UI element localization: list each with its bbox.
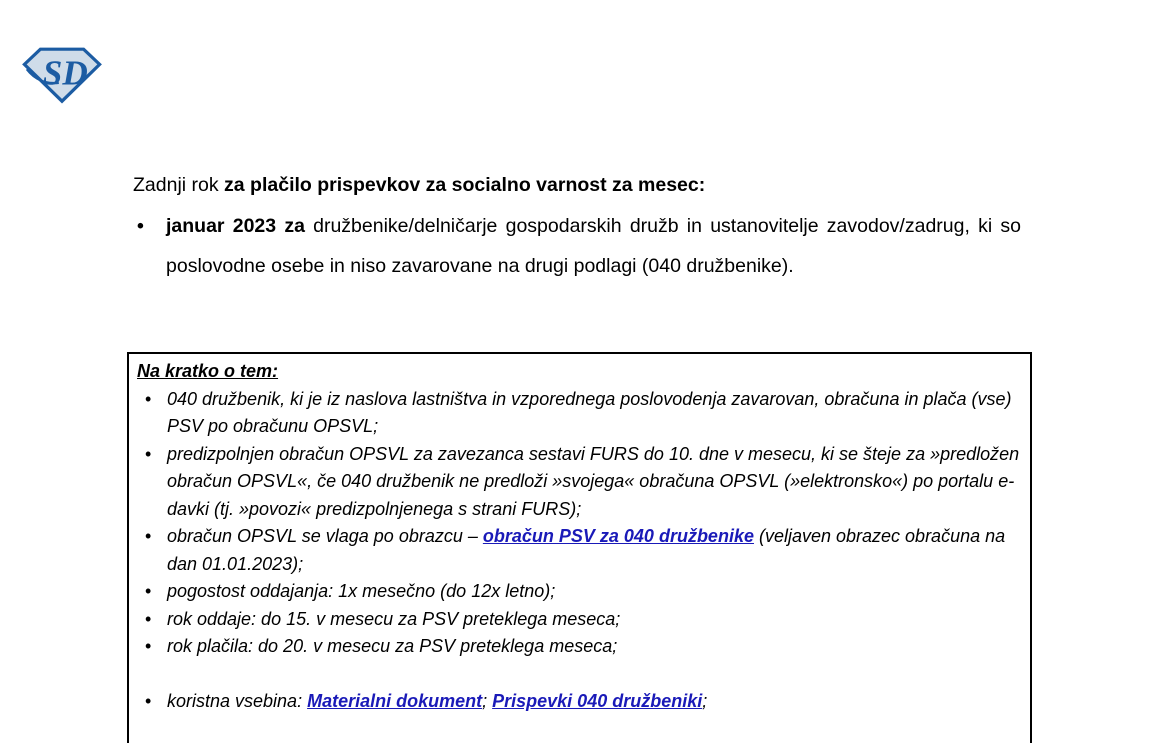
bullet-icon: • [145, 443, 152, 464]
bullet-icon: • [145, 636, 152, 656]
text-segment: 040 družbenik, ki je iz naslova lastništva in vzporednega poslovodenja zavarovan, obračuna in plača (vse) PSV po obračunu OPSVL; [167, 388, 1012, 436]
summary-box-item-text [167, 444, 1019, 519]
blank-line [137, 661, 1021, 689]
summary-box [127, 352, 1032, 743]
summary-box-item [137, 606, 1021, 634]
bullet-icon: • [145, 581, 152, 601]
text-segment: rok oddaje: do 15. v mesecu za PSV preteklega meseca; [167, 608, 621, 629]
link-obracun-psv-040[interactable]: obračun PSV za 040 družbenike [482, 526, 754, 546]
summary-box-item-text [167, 636, 617, 656]
text-segment: ; [482, 691, 493, 711]
document-body [133, 165, 1021, 286]
summary-box-item-text [167, 609, 620, 629]
text-segment: ; [702, 691, 708, 711]
heading-bold-part: za plačilo prispevkov za socialno varnost za mesec: [224, 174, 706, 196]
link-prispevki-040-druzbeniki[interactable]: Prispevki 040 družbeniki [492, 691, 703, 711]
summary-box-item-text [167, 691, 707, 711]
deadline-list-item [133, 206, 1021, 286]
summary-box-item-text [167, 389, 1012, 437]
deadline-list [133, 206, 1021, 286]
summary-box-item-text [167, 526, 1005, 574]
summary-box-title: Na kratko o tem: [137, 361, 279, 381]
summary-box-item-text [167, 581, 555, 601]
deadline-heading [133, 165, 1021, 205]
summary-box-item [137, 441, 1021, 524]
summary-box-item [137, 633, 1021, 661]
bullet-icon: • [145, 526, 152, 546]
summary-box-item [137, 688, 1021, 716]
logo-letters: SD [42, 53, 88, 93]
deadline-description: družbenike/delničarje gospodarskih družb in ustanovitelje zavodov/zadrug, ki so poslovodne osebe in niso zavarovane na drugi podlagi (040 družbenike). [166, 215, 1021, 277]
summary-box-item [137, 578, 1021, 606]
bullet-icon: • [145, 691, 152, 711]
link-materialni-dokument[interactable]: Materialni dokument [307, 691, 483, 711]
text-segment: (veljaven obrazec obračuna na dan 01.01.2023); [167, 526, 1006, 574]
text-segment: obračun OPSVL se vlaga po obrazcu – [167, 526, 483, 546]
deadline-month-bold: januar 2023 za [166, 215, 314, 237]
bullet-icon: • [145, 388, 152, 409]
sd-shield-logo [22, 44, 102, 104]
info-box-list [137, 386, 1021, 716]
heading-normal-part: Zadnji rok [133, 174, 225, 196]
text-segment: rok plačila: do 20. v mesecu za PSV preteklega meseca; [167, 636, 618, 656]
bullet-icon: • [145, 608, 152, 629]
summary-box-item [137, 523, 1021, 578]
text-segment: koristna vsebina: [167, 691, 308, 711]
text-segment: pogostost oddajanja: 1x mesečno (do 12x letno); [167, 581, 556, 601]
summary-box-item [137, 386, 1021, 441]
bullet-icon: • [137, 215, 144, 237]
text-segment: predizpolnjen obračun OPSVL za zavezanca sestavi FURS do 10. dne v mesecu, ki se šteje za »predložen obračun OPSVL«, če 040 družbenik ne predloži »svojega« obračuna OPSVL (»elektronsko«) po portalu e-davki (tj. »povozi« predizpolnjenega s strani FURS); [167, 443, 1020, 519]
